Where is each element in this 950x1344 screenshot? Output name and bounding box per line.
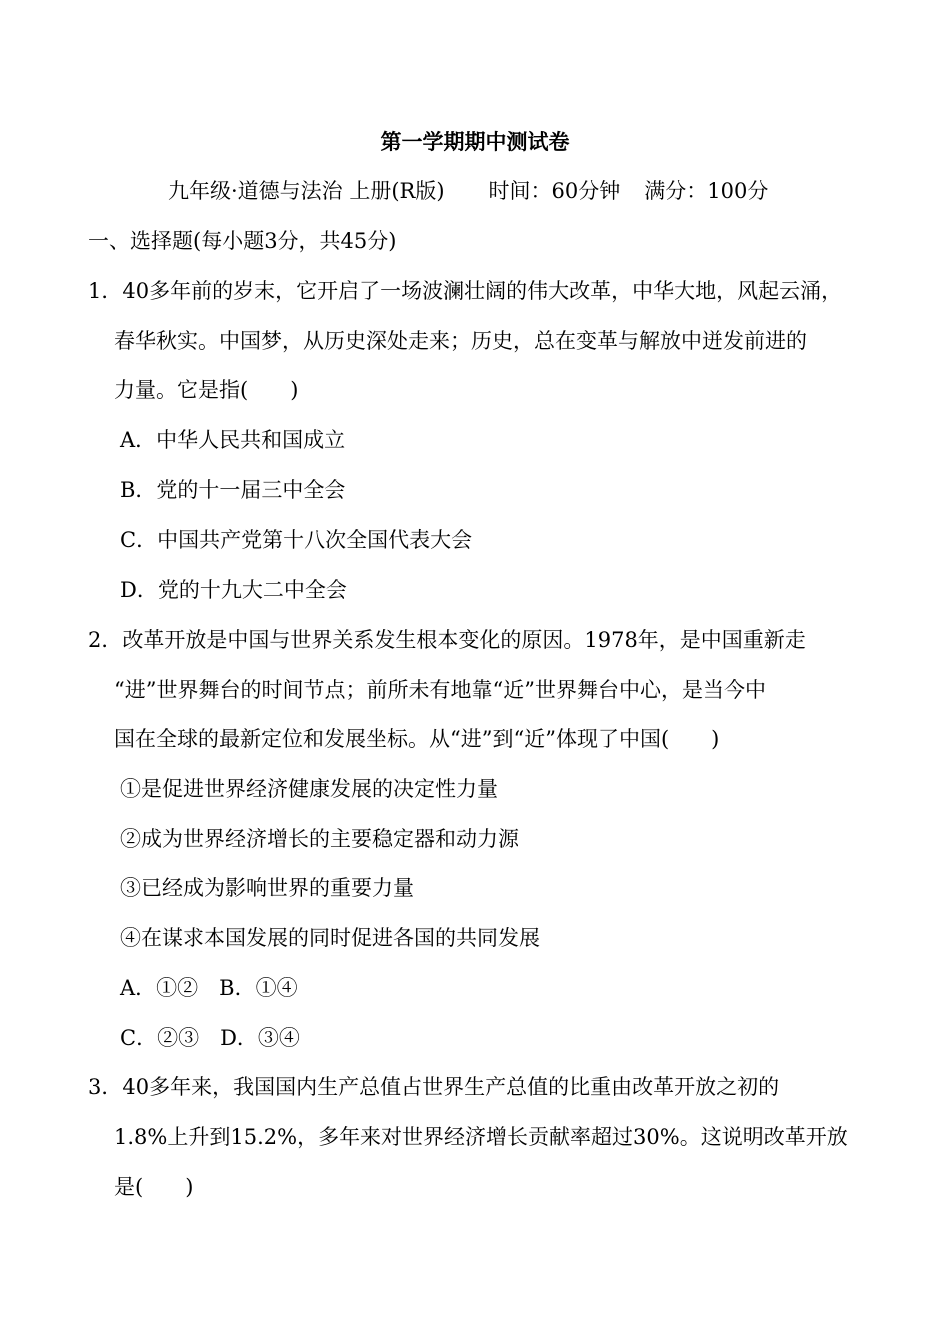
q2-options-ab: A．①② B．①④: [120, 976, 298, 1000]
q2-statement-3: ③已经成为影响世界的重要力量: [120, 876, 414, 900]
full-score: 满分：100分: [644, 179, 769, 203]
grade-subject: 九年级·道德与法治 上册(R版): [168, 179, 445, 203]
q2-stem-line-1: 2．改革开放是中国与世界关系发生根本变化的原因。1978年，是中国重新走: [88, 628, 806, 652]
q3-stem-line-2: 1.8%上升到15.2%，多年来对世界经济增长贡献率超过30%。这说明改革开放: [114, 1125, 848, 1149]
q3-stem-line-1: 3．40多年来，我国国内生产总值占世界生产总值的比重由改革开放之初的: [88, 1075, 780, 1099]
q2-stem-line-2: “进”世界舞台的时间节点；前所未有地靠“近”世界舞台中心，是当今中: [114, 678, 766, 702]
exam-subtitle: [168, 177, 768, 205]
q1-option-c: C．中国共产党第十八次全国代表大会: [120, 528, 473, 552]
q2-stem-line-3: 国在全球的最新定位和发展坐标。从“进”到“近”体现了中国( ): [114, 727, 720, 751]
q2-options-cd: C．②③ D．③④: [120, 1026, 300, 1050]
section-heading: 一、选择题(每小题3分，共45分): [88, 229, 397, 253]
q1-option-b: B．党的十一届三中全会: [120, 478, 346, 502]
q1-stem-line-2: 春华秋实。中国梦，从历史深处走来；历史，总在变革与解放中迸发前进的: [114, 329, 807, 353]
q1-option-a: A．中华人民共和国成立: [120, 428, 346, 452]
q2-statement-1: ①是促进世界经济健康发展的决定性力量: [120, 777, 498, 801]
q1-stem-line-3: 力量。它是指( ): [114, 378, 299, 402]
page-title: 第一学期期中测试卷: [380, 129, 570, 154]
q1-option-d: D．党的十九大二中全会: [120, 578, 347, 602]
exam-time: 时间：60分钟: [488, 179, 621, 203]
q3-stem-line-3: 是( ): [114, 1175, 194, 1199]
q1-stem-line-1: 1．40多年前的岁末，它开启了一场波澜壮阔的伟大改革，中华大地，风起云涌，: [88, 279, 843, 303]
q2-statement-4: ④在谋求本国发展的同时促进各国的共同发展: [120, 926, 540, 950]
q2-statement-2: ②成为世界经济增长的主要稳定器和动力源: [120, 827, 519, 851]
